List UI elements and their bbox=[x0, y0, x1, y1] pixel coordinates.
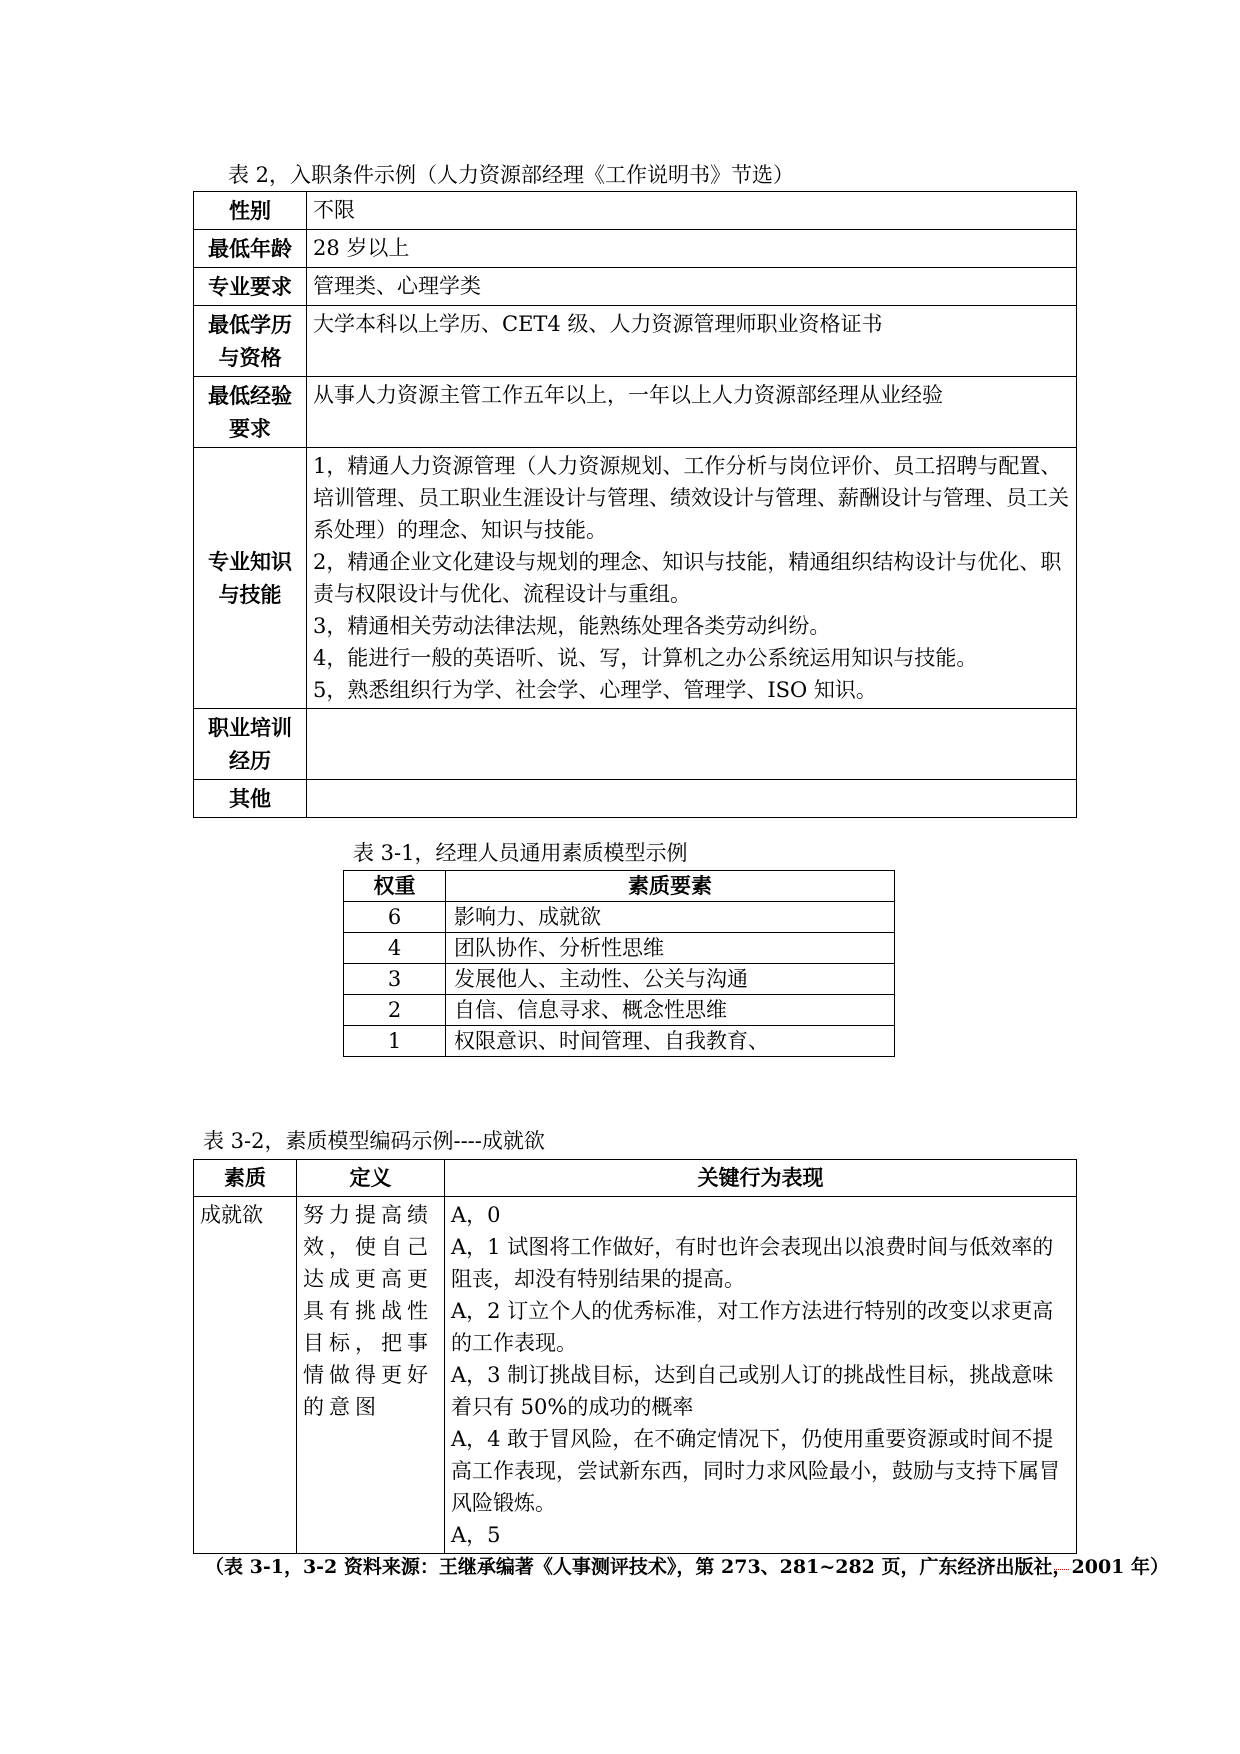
list-item: 1，精通人力资源管理（人力资源规划、工作分析与岗位评价、员工招聘与配置、培训管理、员工职业生涯设计与管理、绩效设计与管理、薪酬设计与管理、员工关系处理）的理念、知识与技能。 bbox=[313, 454, 1069, 542]
row-value: 管理类、心理学类 bbox=[307, 268, 1077, 306]
row-label: 专业知识与技能 bbox=[194, 448, 307, 709]
table-row bbox=[344, 995, 895, 1026]
weight-cell: 6 bbox=[344, 902, 446, 933]
table-row bbox=[194, 377, 1077, 448]
quality-cell: 成就欲 bbox=[194, 1197, 297, 1554]
row-value: 28 岁以上 bbox=[307, 230, 1077, 268]
weight-cell: 4 bbox=[344, 933, 446, 964]
behavior-level: A，1 试图将工作做好，有时也许会表现出以浪费时间与低效率的阻丧，却没有特别结果的提高。 bbox=[451, 1235, 1054, 1291]
table1-caption: 表 2，入职条件示例（人力资源部经理《工作说明书》节选） bbox=[228, 163, 795, 187]
definition-cell: 努力提高绩效，使自己达成更高更具有挑战性目标，把事情做得更好的意图 bbox=[297, 1197, 445, 1554]
behavior-level: A，0 bbox=[451, 1203, 501, 1227]
row-label: 性别 bbox=[194, 192, 307, 230]
table-row bbox=[194, 230, 1077, 268]
table-header-row bbox=[344, 871, 895, 902]
table2-caption: 表 3-1，经理人员通用素质模型示例 bbox=[353, 841, 688, 865]
behavior-level: A，2 订立个人的优秀标准，对工作方法进行特别的改变以求更高的工作表现。 bbox=[451, 1299, 1054, 1355]
elements-cell: 自信、信息寻求、概念性思维 bbox=[446, 995, 895, 1026]
table-header-row bbox=[194, 1160, 1077, 1197]
row-value bbox=[307, 780, 1077, 818]
row-value: 大学本科以上学历、CET4 级、人力资源管理师职业资格证书 bbox=[307, 306, 1077, 377]
column-header: 素质要素 bbox=[446, 871, 895, 902]
elements-cell: 团队协作、分析性思维 bbox=[446, 933, 895, 964]
source-note: （表 3-1，3-2 资料来源：王继承编著《人事测评技术》，第 273、281~282 页，广东经济出版社，2001 年） bbox=[205, 1556, 1170, 1578]
list-item: 4，能进行一般的英语听、说、写，计算机之办公系统运用知识与技能。 bbox=[313, 646, 978, 670]
row-value: 不限 bbox=[307, 192, 1077, 230]
elements-cell: 权限意识、时间管理、自我教育、 bbox=[446, 1026, 895, 1057]
list-item: 2，精通企业文化建设与规划的理念、知识与技能，精通组织结构设计与优化、职责与权限设计与优化、流程设计与重组。 bbox=[313, 550, 1062, 606]
row-label: 最低经验要求 bbox=[194, 377, 307, 448]
weight-cell: 1 bbox=[344, 1026, 446, 1057]
weight-cell: 2 bbox=[344, 995, 446, 1026]
table-row bbox=[194, 268, 1077, 306]
table-row bbox=[194, 306, 1077, 377]
column-header: 关键行为表现 bbox=[445, 1160, 1077, 1197]
table-row bbox=[194, 780, 1077, 818]
elements-cell: 发展他人、主动性、公关与沟通 bbox=[446, 964, 895, 995]
row-label: 职业培训经历 bbox=[194, 709, 307, 780]
behavior-level: A，3 制订挑战目标，达到自己或别人订的挑战性目标，挑战意味着只有 50%的成功的概率 bbox=[451, 1363, 1054, 1419]
column-header: 素质 bbox=[194, 1160, 297, 1197]
table-row bbox=[344, 964, 895, 995]
list-item: 5，熟悉组织行为学、社会学、心理学、管理学、ISO 知识。 bbox=[313, 678, 877, 702]
table3-caption: 表 3-2，素质模型编码示例----成就欲 bbox=[203, 1129, 545, 1153]
row-label: 最低学历与资格 bbox=[194, 306, 307, 377]
list-item: 3，精通相关劳动法律法规，能熟练处理各类劳动纠纷。 bbox=[313, 614, 831, 638]
behavior-level: A，5 bbox=[451, 1523, 501, 1547]
competency-model-table bbox=[343, 870, 895, 1057]
behaviors-cell bbox=[445, 1197, 1077, 1554]
behavior-level: A，4 敢于冒风险，在不确定情况下，仍使用重要资源或时间不提高工作表现，尝试新东西，同时力求风险最小，鼓励与支持下属冒风险锻炼。 bbox=[451, 1427, 1060, 1515]
entry-requirements-table bbox=[193, 191, 1077, 818]
proofing-mark bbox=[1054, 1569, 1069, 1570]
competency-coding-table bbox=[193, 1159, 1077, 1554]
row-label: 专业要求 bbox=[194, 268, 307, 306]
table-row bbox=[194, 709, 1077, 780]
row-label: 最低年龄 bbox=[194, 230, 307, 268]
table-row bbox=[344, 902, 895, 933]
table-row bbox=[194, 192, 1077, 230]
column-header: 权重 bbox=[344, 871, 446, 902]
row-value: 从事人力资源主管工作五年以上，一年以上人力资源部经理从业经验 bbox=[307, 377, 1077, 448]
skills-list bbox=[307, 448, 1077, 709]
table-row bbox=[344, 1026, 895, 1057]
column-header: 定义 bbox=[297, 1160, 445, 1197]
weight-cell: 3 bbox=[344, 964, 446, 995]
elements-cell: 影响力、成就欲 bbox=[446, 902, 895, 933]
row-value bbox=[307, 709, 1077, 780]
table-row bbox=[344, 933, 895, 964]
row-label: 其他 bbox=[194, 780, 307, 818]
table-row bbox=[194, 448, 1077, 709]
table-row bbox=[194, 1197, 1077, 1554]
